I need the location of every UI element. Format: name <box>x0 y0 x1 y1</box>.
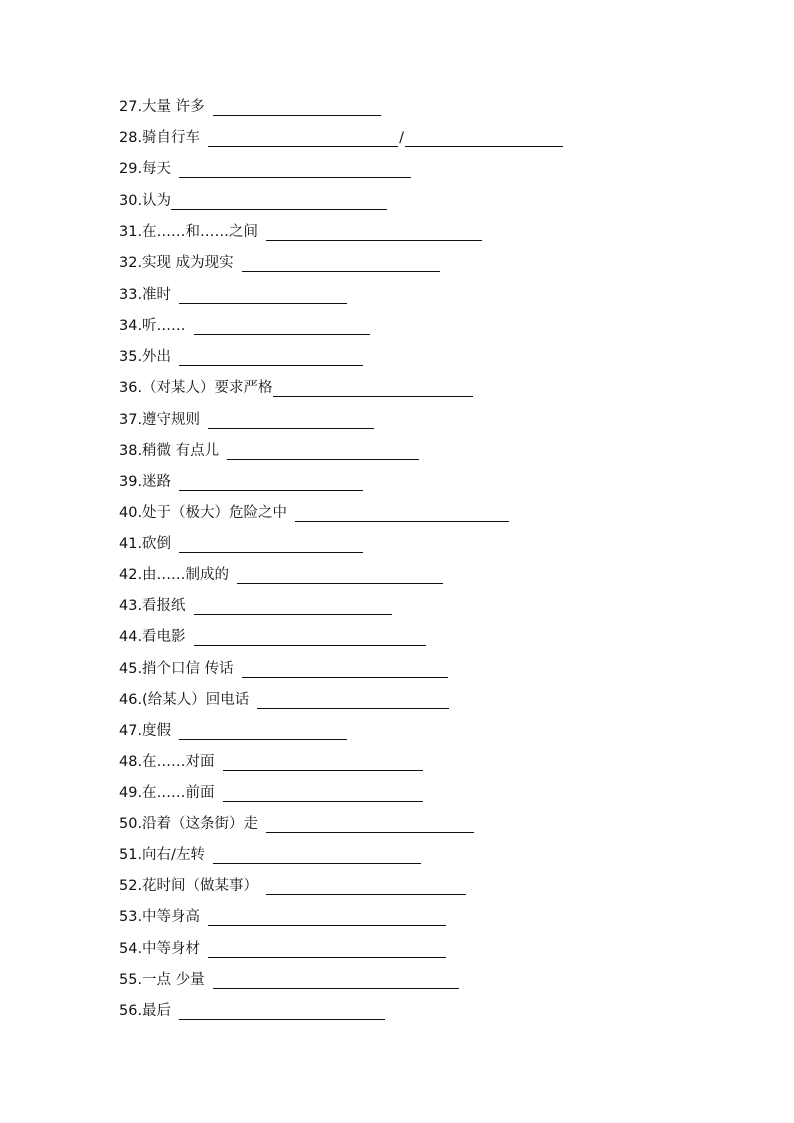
answer-blank[interactable] <box>227 445 419 460</box>
answer-blank[interactable] <box>257 694 449 709</box>
item-label: 40.处于（极大）危险之中 <box>119 505 288 521</box>
list-item-42 <box>119 562 443 584</box>
list-item-34 <box>119 313 370 335</box>
list-item-40 <box>119 500 509 522</box>
item-label: 47.度假 <box>119 723 172 739</box>
item-label: 36.（对某人）要求严格 <box>119 380 273 396</box>
list-item-49 <box>119 780 423 802</box>
item-label: 46.(给某人）回电话 <box>119 692 250 708</box>
list-item-52 <box>119 873 466 895</box>
item-label: 41.砍倒 <box>119 536 172 552</box>
list-item-31 <box>119 219 482 241</box>
answer-blank[interactable] <box>194 600 392 615</box>
separator-slash: / <box>399 130 404 146</box>
answer-blank[interactable] <box>213 101 381 116</box>
item-label: 44.看电影 <box>119 629 186 645</box>
answer-blank[interactable] <box>213 974 459 989</box>
list-item-32 <box>119 250 440 272</box>
list-item-54 <box>119 936 446 958</box>
item-label: 27.大量 许多 <box>119 99 205 115</box>
answer-blank[interactable] <box>194 631 426 646</box>
list-item-36 <box>119 375 473 397</box>
answer-blank[interactable] <box>266 880 466 895</box>
list-item-30 <box>119 188 387 210</box>
answer-blank[interactable] <box>179 163 411 178</box>
item-label: 43.看报纸 <box>119 598 186 614</box>
list-item-27 <box>119 94 381 116</box>
list-item-37 <box>119 407 374 429</box>
item-label: 33.准时 <box>119 287 172 303</box>
item-label: 39.迷路 <box>119 474 172 490</box>
list-item-35 <box>119 344 363 366</box>
answer-blank[interactable] <box>179 476 363 491</box>
answer-blank[interactable] <box>179 351 363 366</box>
item-label: 32.实现 成为现实 <box>119 255 234 271</box>
list-item-44 <box>119 624 426 646</box>
list-item-41 <box>119 531 363 553</box>
item-label: 42.由……制成的 <box>119 567 230 583</box>
item-label: 50.沿着（这条街）走 <box>119 816 259 832</box>
list-item-29 <box>119 156 411 178</box>
list-item-50 <box>119 811 474 833</box>
answer-blank[interactable] <box>213 849 421 864</box>
answer-blank[interactable] <box>266 818 474 833</box>
answer-blank[interactable] <box>242 663 448 678</box>
answer-blank[interactable] <box>179 289 347 304</box>
list-item-38 <box>119 438 419 460</box>
list-item-46 <box>119 687 449 709</box>
answer-blank[interactable] <box>194 320 370 335</box>
list-item-56 <box>119 998 385 1020</box>
item-label: 30.认为 <box>119 193 172 209</box>
list-item-45 <box>119 656 448 678</box>
answer-blank[interactable] <box>242 257 440 272</box>
item-label: 52.花时间（做某事） <box>119 878 259 894</box>
item-label: 55.一点 少量 <box>119 972 205 988</box>
item-label: 53.中等身高 <box>119 909 201 925</box>
answer-blank[interactable] <box>179 725 347 740</box>
item-label: 45.捎个口信 传话 <box>119 661 234 677</box>
list-item-48 <box>119 749 423 771</box>
answer-blank[interactable] <box>237 569 443 584</box>
answer-blank[interactable] <box>179 1005 385 1020</box>
answer-blank[interactable] <box>171 195 387 210</box>
list-item-51 <box>119 842 421 864</box>
item-label: 51.向右/左转 <box>119 847 205 863</box>
item-label: 31.在……和……之间 <box>119 224 259 240</box>
answer-blank[interactable] <box>179 538 363 553</box>
answer-blank[interactable] <box>208 943 446 958</box>
answer-blank[interactable] <box>208 911 446 926</box>
answer-blank[interactable] <box>273 382 473 397</box>
item-label: 38.稍微 有点儿 <box>119 443 220 459</box>
answer-blank[interactable] <box>223 756 423 771</box>
item-label: 35.外出 <box>119 349 172 365</box>
item-label: 49.在……前面 <box>119 785 215 801</box>
item-label: 28.骑自行车 <box>119 130 201 146</box>
answer-blank[interactable] <box>295 507 509 522</box>
item-label: 37.遵守规则 <box>119 412 201 428</box>
item-label: 48.在……对面 <box>119 754 215 770</box>
item-label: 34.听…… <box>119 318 186 334</box>
list-item-43 <box>119 593 392 615</box>
item-label: 56.最后 <box>119 1003 172 1019</box>
answer-blank[interactable] <box>208 132 398 147</box>
answer-blank[interactable] <box>208 414 374 429</box>
list-item-33 <box>119 282 347 304</box>
item-label: 29.每天 <box>119 161 172 177</box>
list-item-53 <box>119 904 446 926</box>
list-item-55 <box>119 967 459 989</box>
list-item-28 <box>119 125 563 147</box>
item-label: 54.中等身材 <box>119 941 201 957</box>
answer-blank[interactable] <box>223 787 423 802</box>
answer-blank-second[interactable] <box>405 132 563 147</box>
answer-blank[interactable] <box>266 226 482 241</box>
list-item-39 <box>119 469 363 491</box>
list-item-47 <box>119 718 347 740</box>
